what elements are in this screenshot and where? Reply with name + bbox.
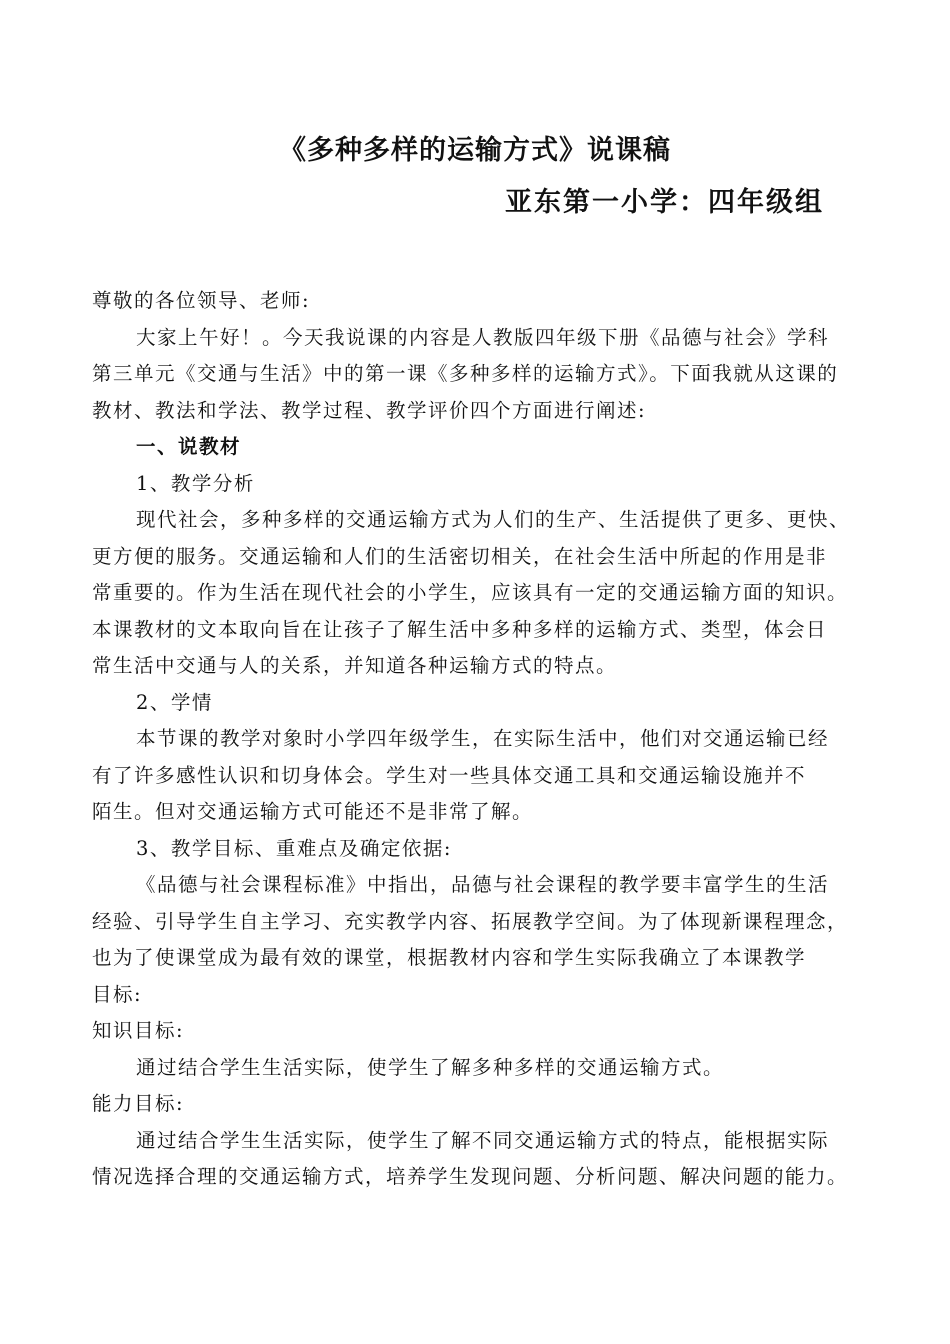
body-line: 能力目标: bbox=[92, 1092, 185, 1115]
body-line: 更方便的服务。交通运输和人们的生活密切相关，在社会生活中所起的作用是非 bbox=[92, 544, 828, 568]
body-line: 常生活中交通与人的关系，并知道各种运输方式的特点。 bbox=[92, 654, 618, 677]
document-body bbox=[92, 283, 867, 1196]
body-line: 也为了使课堂成为最有效的课堂，根据教材内容和学生实际我确立了本课教学 bbox=[92, 946, 807, 969]
body-line: 2、学情 bbox=[136, 690, 213, 714]
body-line: 有了许多感性认识和切身体会。学生对一些具体交通工具和交通运输设施并不 bbox=[92, 763, 807, 787]
body-line: 情况选择合理的交通运输方式，培养学生发现问题、分析问题、解决问题的能力。 bbox=[92, 1165, 849, 1188]
document-title: 《多种多样的运输方式》说课稿 bbox=[279, 135, 671, 166]
body-line: 知识目标: bbox=[92, 1019, 185, 1042]
body-line: 大家上午好！。今天我说课的内容是人教版四年级下册《品德与社会》学科 bbox=[136, 325, 830, 349]
body-line: 教材、教法和学法、教学过程、教学评价四个方面进行阐述: bbox=[92, 398, 647, 422]
body-line: 通过结合学生生活实际，使学生了解不同交通运输方式的特点，能根据实际 bbox=[136, 1128, 830, 1152]
body-line: 陌生。但对交通运输方式可能还不是非常了解。 bbox=[92, 800, 534, 823]
body-line: 第三单元《交通与生活》中的第一课《多种多样的运输方式》。下面我就从这课的 bbox=[92, 362, 839, 385]
body-line: 通过结合学生生活实际，使学生了解多种多样的交通运输方式。 bbox=[136, 1055, 725, 1079]
body-line: 本节课的教学对象时小学四年级学生，在实际生活中，他们对交通运输已经 bbox=[136, 727, 830, 750]
body-line: 经验、引导学生自主学习、充实教学内容、拓展教学空间。为了体现新课程理念， bbox=[92, 909, 849, 933]
body-line: 本课教材的文本取向旨在让孩子了解生活中多种多样的运输方式、类型，体会日 bbox=[92, 617, 828, 641]
body-line: 《品德与社会课程标准》中指出，品德与社会课程的教学要丰富学生的生活 bbox=[136, 873, 830, 896]
document-author: 亚东第一小学：四年级组 bbox=[505, 187, 824, 218]
body-line: 尊敬的各位领导、老师: bbox=[92, 289, 311, 312]
body-line: 现代社会，多种多样的交通运输方式为人们的生产、生活提供了更多、更快、 bbox=[136, 508, 851, 531]
body-line: 常重要的。作为生活在现代社会的小学生，应该具有一定的交通运输方面的知识。 bbox=[92, 581, 849, 604]
body-line: 3、教学目标、重难点及确定依据: bbox=[136, 836, 452, 860]
section-heading: 一、说教材 bbox=[136, 435, 242, 458]
body-line: 目标: bbox=[92, 982, 143, 1006]
body-line: 1、教学分析 bbox=[136, 471, 255, 495]
